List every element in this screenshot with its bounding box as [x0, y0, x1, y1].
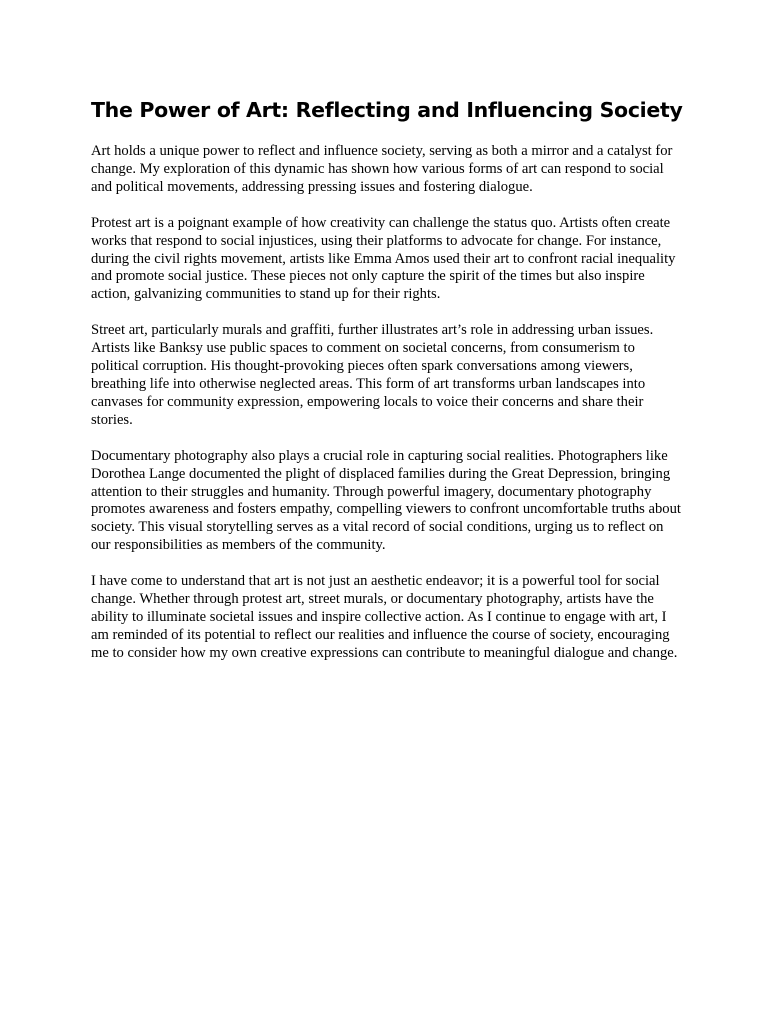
paragraph-documentary-photography: Documentary photography also plays a crucial role in capturing social realities. Photographers like Dorothea Lange documented the plight of displaced families during the Great Depression, bringing attention to their struggles and humanity. Through powerful imagery, documentary photography promotes awareness and fosters empathy, compelling viewers to confront uncomfortable truths about society. This visual storytelling serves as a vital record of social conditions, urging us to reflect on our responsibilities as members of the community. [91, 447, 681, 554]
document-body [91, 143, 683, 663]
paragraph-street-art: Street art, particularly murals and graffiti, further illustrates art’s role in addressing urban issues. Artists like Banksy use public spaces to comment on societal concerns, from consumerism to political corruption. His thought-provoking pieces often spark conversations among viewers, breathing life into otherwise neglected areas. This form of art transforms urban landscapes into canvases for community expression, empowering locals to voice their concerns and share their stories. [91, 322, 654, 428]
paragraph-conclusion: I have come to understand that art is not just an aesthetic endeavor; it is a powerful tool for social change. Whether through protest art, street murals, or documentary photography, artists have the ability to illuminate societal issues and inspire collective action. As I continue to engage with art, I am reminded of its potential to reflect our realities and influence the course of society, encouraging me to consider how my own creative expressions can contribute to meaningful dialogue and change. [91, 573, 678, 661]
document-title: The Power of Art: Reflecting and Influencing Society [91, 98, 683, 122]
paragraph-protest-art: Protest art is a poignant example of how creativity can challenge the status quo. Artists often create works that respond to social injustices, using their platforms to advocate for change. For instance, during the civil rights movement, artists like Emma Amos used their art to confront racial inequality and promote social justice. These pieces not only capture the spirit of the times but also inspire action, galvanizing communities to stand up for their rights. [91, 214, 676, 303]
paragraph-intro: Art holds a unique power to reflect and influence society, serving as both a mirror and a catalyst for change. My exploration of this dynamic has shown how various forms of art can respond to social and political movements, addressing pressing issues and fostering dialogue. [91, 143, 673, 195]
document-content [91, 95, 683, 681]
